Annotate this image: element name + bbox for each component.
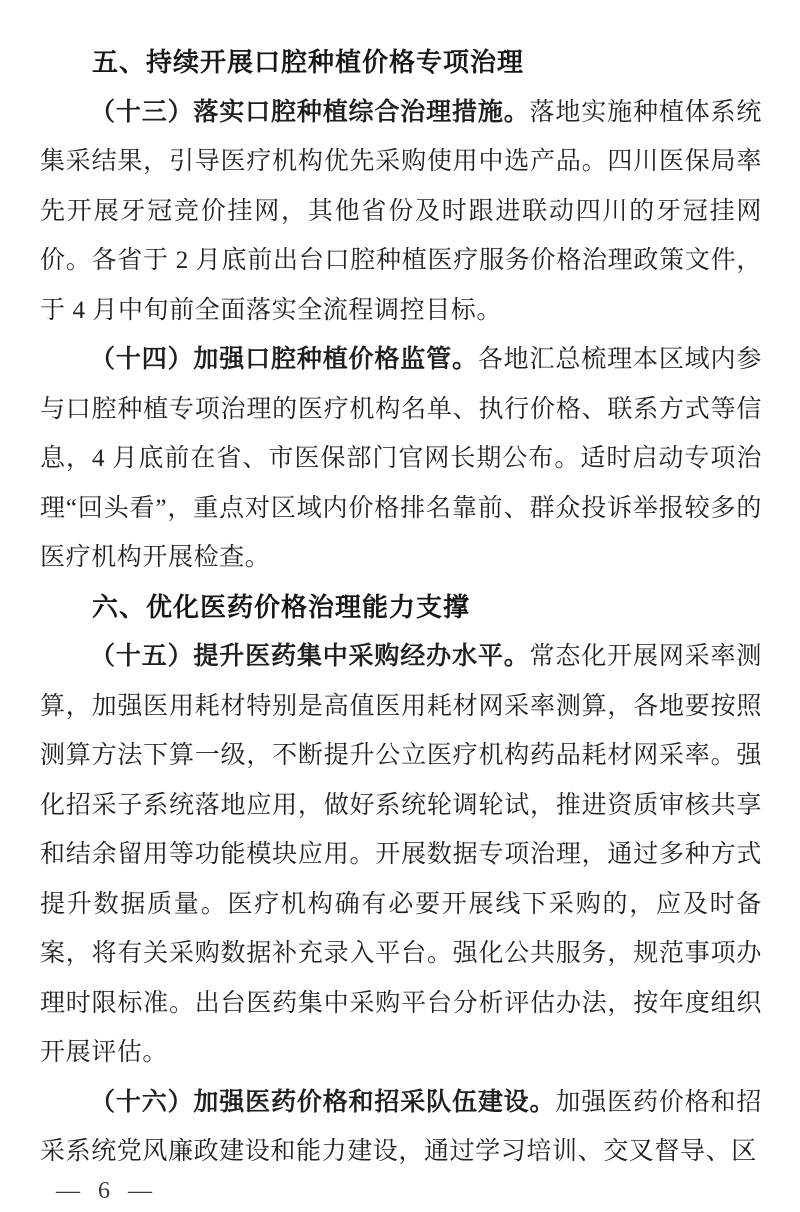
- paragraph-13-lead: （十三）落实口腔种植综合治理措施。: [90, 98, 530, 126]
- section-5-heading: 五、持续开展口腔种植价格专项治理: [92, 47, 525, 77]
- paragraph-16-lead: （十六）加强医药价格和招采队伍建设。: [90, 1088, 556, 1116]
- section-6-heading: 六、优化医药价格治理能力支撑: [92, 591, 471, 622]
- page-number: — 6 —: [56, 1178, 158, 1204]
- section-5: [40, 38, 762, 583]
- paragraph-14: [40, 335, 762, 583]
- paragraph-15-text: 常态化开展网采率测算，加强医用耗材特别是高值医用耗材网采率测算，各地要按照测算方法下算一级，不断提升公立医疗机构药品耗材网采率。强化招采子系统落地应用，做好系统轮调轮试，推进资质审核共享和结余留用等功能模块应用。开展数据专项治理，通过多种方式提升数据质量。医疗机构确有必要开展线下采购的，应及时备案，将有关采购数据补充录入平台。强化公共服务，规范事项办理时限标准。出台医药集中采购平台分析评估办法，按年度组织开展评估。: [40, 643, 762, 1066]
- paragraph-14-lead: （十四）加强口腔种植价格监管。: [90, 346, 478, 373]
- paragraph-13-text: 落地实施种植体系统集采结果，引导医疗机构优先采购使用中选产品。四川医保局率先开展牙冠竞价挂网，其他省份及时跟进联动四川的牙冠挂网价。各省于 2 月底前出台口腔种植医疗服务价格治理政策文件，于 4 月中旬前全面落实全流程调控目标。: [40, 98, 762, 324]
- paragraph-15-lead: （十五）提升医药集中采购经办水平。: [90, 643, 530, 670]
- paragraph-15: [40, 632, 762, 1078]
- paragraph-14-text: 各地汇总梳理本区域内参与口腔种植专项治理的医疗机构名单、执行价格、联系方式等信息，4 月底前在省、市医保部门官网长期公布。适时启动专项治理“回头看”，重点对区域内价格排名靠前、群众投诉举报较多的医疗机构开展检查。: [40, 346, 762, 571]
- paragraph-16: [40, 1078, 762, 1177]
- document-body: [40, 38, 762, 1177]
- section-6: [40, 583, 762, 1177]
- paragraph-13: [40, 88, 762, 336]
- paragraph-16-text: 加强医药价格和招采系统党风廉政建设和能力建设，通过学习培训、交叉督导、区: [40, 1088, 762, 1165]
